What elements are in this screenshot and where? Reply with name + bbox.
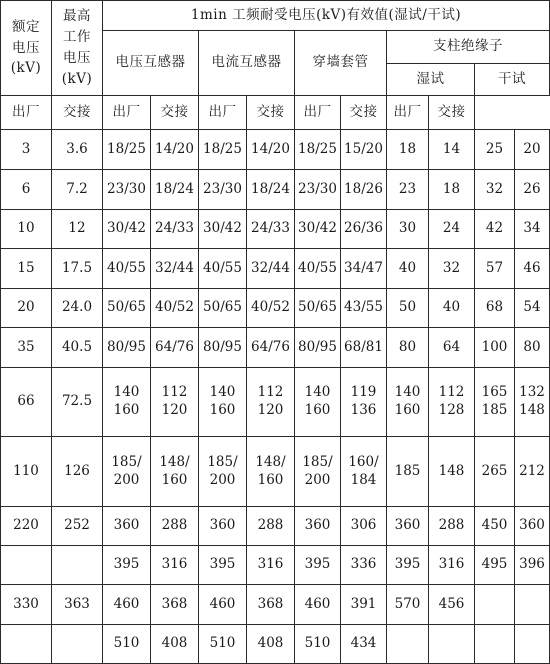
max-voltage-cell: 3.6 [52, 130, 103, 170]
value-cell: 112 120 [247, 368, 295, 437]
value-cell: 57 [475, 249, 515, 289]
value-cell: 25 [475, 130, 515, 170]
value-cell: 212 [515, 437, 550, 507]
value-cell: 23 [387, 170, 429, 210]
value-cell: 30 [387, 210, 429, 249]
max-voltage-cell [52, 546, 103, 585]
value-cell: 495 [475, 546, 515, 585]
value-cell: 80/95 [103, 328, 151, 368]
value-cell: 288 [247, 507, 295, 546]
rated-voltage-cell: 15 [1, 249, 52, 289]
value-cell: 46 [515, 249, 550, 289]
value-cell: 316 [151, 546, 199, 585]
value-cell: 50/65 [295, 289, 341, 328]
value-cell: 30/42 [103, 210, 151, 249]
factory-header: 出厂 [295, 96, 341, 130]
value-cell: 140 160 [295, 368, 341, 437]
max-voltage-cell: 40.5 [52, 328, 103, 368]
value-cell: 50 [387, 289, 429, 328]
value-cell: 408 [151, 625, 199, 664]
value-cell: 80 [387, 328, 429, 368]
handover-header: 交接 [52, 96, 103, 130]
value-cell: 140 160 [103, 368, 151, 437]
header-row-4 [1, 96, 550, 130]
value-cell: 23/30 [199, 170, 247, 210]
value-cell: 32 [475, 170, 515, 210]
table-row [1, 585, 550, 625]
value-cell: 140 160 [199, 368, 247, 437]
value-cell: 395 [199, 546, 247, 585]
value-cell: 30/42 [199, 210, 247, 249]
max-voltage-cell: 363 [52, 585, 103, 625]
value-cell: 40/55 [103, 249, 151, 289]
factory-header: 出厂 [103, 96, 151, 130]
max-voltage-cell: 126 [52, 437, 103, 507]
value-cell: 24 [429, 210, 475, 249]
value-cell: 132 148 [515, 368, 550, 437]
value-cell: 140 160 [387, 368, 429, 437]
value-cell: 185/ 200 [103, 437, 151, 507]
table-row [1, 437, 550, 507]
value-cell: 185 [387, 437, 429, 507]
value-cell [475, 585, 515, 625]
value-cell [475, 625, 515, 664]
factory-header: 出厂 [1, 96, 52, 130]
rated-voltage-cell: 330 [1, 585, 52, 625]
value-cell: 396 [515, 546, 550, 585]
value-cell: 40/55 [199, 249, 247, 289]
bushing-header: 穿墙套管 [295, 31, 387, 96]
table-row [1, 170, 550, 210]
value-cell: 40 [387, 249, 429, 289]
value-cell: 18/25 [199, 130, 247, 170]
value-cell: 26/36 [341, 210, 387, 249]
insulator-header: 支柱绝缘子 [387, 31, 550, 64]
value-cell: 32/44 [247, 249, 295, 289]
value-cell: 80/95 [199, 328, 247, 368]
value-cell: 112 120 [151, 368, 199, 437]
wet-header: 湿试 [387, 64, 475, 96]
value-cell: 64/76 [247, 328, 295, 368]
handover-header: 交接 [247, 96, 295, 130]
value-cell: 360 [295, 507, 341, 546]
value-cell: 40 [429, 289, 475, 328]
value-cell: 14/20 [151, 130, 199, 170]
vt-header: 电压互感器 [103, 31, 199, 96]
value-cell: 460 [295, 585, 341, 625]
table-row [1, 289, 550, 328]
max-voltage-cell: 7.2 [52, 170, 103, 210]
table-row [1, 625, 550, 664]
value-cell: 34/47 [341, 249, 387, 289]
rated-voltage-cell: 220 [1, 507, 52, 546]
value-cell: 368 [151, 585, 199, 625]
value-cell: 148/ 160 [151, 437, 199, 507]
rated-voltage-cell: 20 [1, 289, 52, 328]
value-cell: 148 [429, 437, 475, 507]
dry-header: 干试 [475, 64, 550, 96]
rated-voltage-cell: 35 [1, 328, 52, 368]
value-cell: 18 [429, 170, 475, 210]
value-cell: 43/55 [341, 289, 387, 328]
value-cell: 15/20 [341, 130, 387, 170]
value-cell: 112 128 [429, 368, 475, 437]
max-voltage-header: 最高 工作 电压 (kV) [52, 1, 103, 96]
value-cell [387, 625, 429, 664]
max-voltage-cell: 72.5 [52, 368, 103, 437]
value-cell: 50/65 [103, 289, 151, 328]
value-cell: 100 [475, 328, 515, 368]
table-row [1, 328, 550, 368]
value-cell: 391 [341, 585, 387, 625]
value-cell: 185/ 200 [199, 437, 247, 507]
value-cell: 18/24 [247, 170, 295, 210]
value-cell: 54 [515, 289, 550, 328]
handover-header: 交接 [429, 96, 475, 130]
value-cell: 14 [429, 130, 475, 170]
value-cell: 68/81 [341, 328, 387, 368]
value-cell: 316 [247, 546, 295, 585]
value-cell: 306 [341, 507, 387, 546]
value-cell [429, 625, 475, 664]
value-cell: 570 [387, 585, 429, 625]
rated-voltage-cell: 66 [1, 368, 52, 437]
table-row [1, 249, 550, 289]
value-cell: 288 [429, 507, 475, 546]
value-cell: 14/20 [247, 130, 295, 170]
value-cell: 336 [341, 546, 387, 585]
value-cell: 368 [247, 585, 295, 625]
value-cell: 18/25 [295, 130, 341, 170]
table-title: 1min 工频耐受电压(kV)有效值(湿试/干试) [103, 1, 550, 31]
value-cell [515, 585, 550, 625]
value-cell: 510 [103, 625, 151, 664]
rated-voltage-cell [1, 546, 52, 585]
value-cell: 456 [429, 585, 475, 625]
value-cell: 395 [387, 546, 429, 585]
max-voltage-cell: 12 [52, 210, 103, 249]
rated-voltage-cell: 110 [1, 437, 52, 507]
rated-voltage-header: 额定 电压 (kV) [1, 1, 52, 96]
value-cell: 185/ 200 [295, 437, 341, 507]
ct-header: 电流互感器 [199, 31, 295, 96]
value-cell: 160/ 184 [341, 437, 387, 507]
table-row [1, 507, 550, 546]
value-cell: 34 [515, 210, 550, 249]
value-cell: 42 [475, 210, 515, 249]
max-voltage-cell: 24.0 [52, 289, 103, 328]
value-cell: 265 [475, 437, 515, 507]
table-row [1, 368, 550, 437]
value-cell: 40/55 [295, 249, 341, 289]
value-cell: 40/52 [247, 289, 295, 328]
value-cell: 18/24 [151, 170, 199, 210]
rated-voltage-cell: 6 [1, 170, 52, 210]
value-cell: 23/30 [295, 170, 341, 210]
rated-voltage-cell [1, 625, 52, 664]
value-cell: 50/65 [199, 289, 247, 328]
value-cell: 450 [475, 507, 515, 546]
value-cell: 23/30 [103, 170, 151, 210]
value-cell: 360 [515, 507, 550, 546]
value-cell: 40/52 [151, 289, 199, 328]
value-cell: 32/44 [151, 249, 199, 289]
value-cell: 288 [151, 507, 199, 546]
value-cell: 395 [103, 546, 151, 585]
value-cell: 510 [199, 625, 247, 664]
value-cell: 20 [515, 130, 550, 170]
value-cell: 18/26 [341, 170, 387, 210]
value-cell: 119 136 [341, 368, 387, 437]
value-cell: 360 [387, 507, 429, 546]
value-cell: 18 [387, 130, 429, 170]
max-voltage-cell: 252 [52, 507, 103, 546]
value-cell: 64/76 [151, 328, 199, 368]
value-cell: 24/33 [247, 210, 295, 249]
value-cell: 80 [515, 328, 550, 368]
value-cell: 395 [295, 546, 341, 585]
value-cell: 316 [429, 546, 475, 585]
max-voltage-cell: 17.5 [52, 249, 103, 289]
value-cell: 165 185 [475, 368, 515, 437]
value-cell: 460 [199, 585, 247, 625]
value-cell: 510 [295, 625, 341, 664]
header-row-1 [1, 1, 550, 31]
value-cell: 148/ 160 [247, 437, 295, 507]
value-cell: 24/33 [151, 210, 199, 249]
table-row [1, 130, 550, 170]
value-cell [515, 625, 550, 664]
handover-header: 交接 [341, 96, 387, 130]
value-cell: 18/25 [103, 130, 151, 170]
rated-voltage-cell: 3 [1, 130, 52, 170]
rated-voltage-cell: 10 [1, 210, 52, 249]
value-cell: 434 [341, 625, 387, 664]
value-cell: 80/95 [295, 328, 341, 368]
value-cell: 68 [475, 289, 515, 328]
factory-header: 出厂 [199, 96, 247, 130]
table-row [1, 546, 550, 585]
value-cell: 30/42 [295, 210, 341, 249]
value-cell: 64 [429, 328, 475, 368]
value-cell: 360 [103, 507, 151, 546]
handover-header: 交接 [151, 96, 199, 130]
value-cell: 32 [429, 249, 475, 289]
value-cell: 26 [515, 170, 550, 210]
value-cell: 460 [103, 585, 151, 625]
table-row [1, 210, 550, 249]
value-cell: 360 [199, 507, 247, 546]
max-voltage-cell [52, 625, 103, 664]
factory-header: 出厂 [387, 96, 429, 130]
value-cell: 408 [247, 625, 295, 664]
